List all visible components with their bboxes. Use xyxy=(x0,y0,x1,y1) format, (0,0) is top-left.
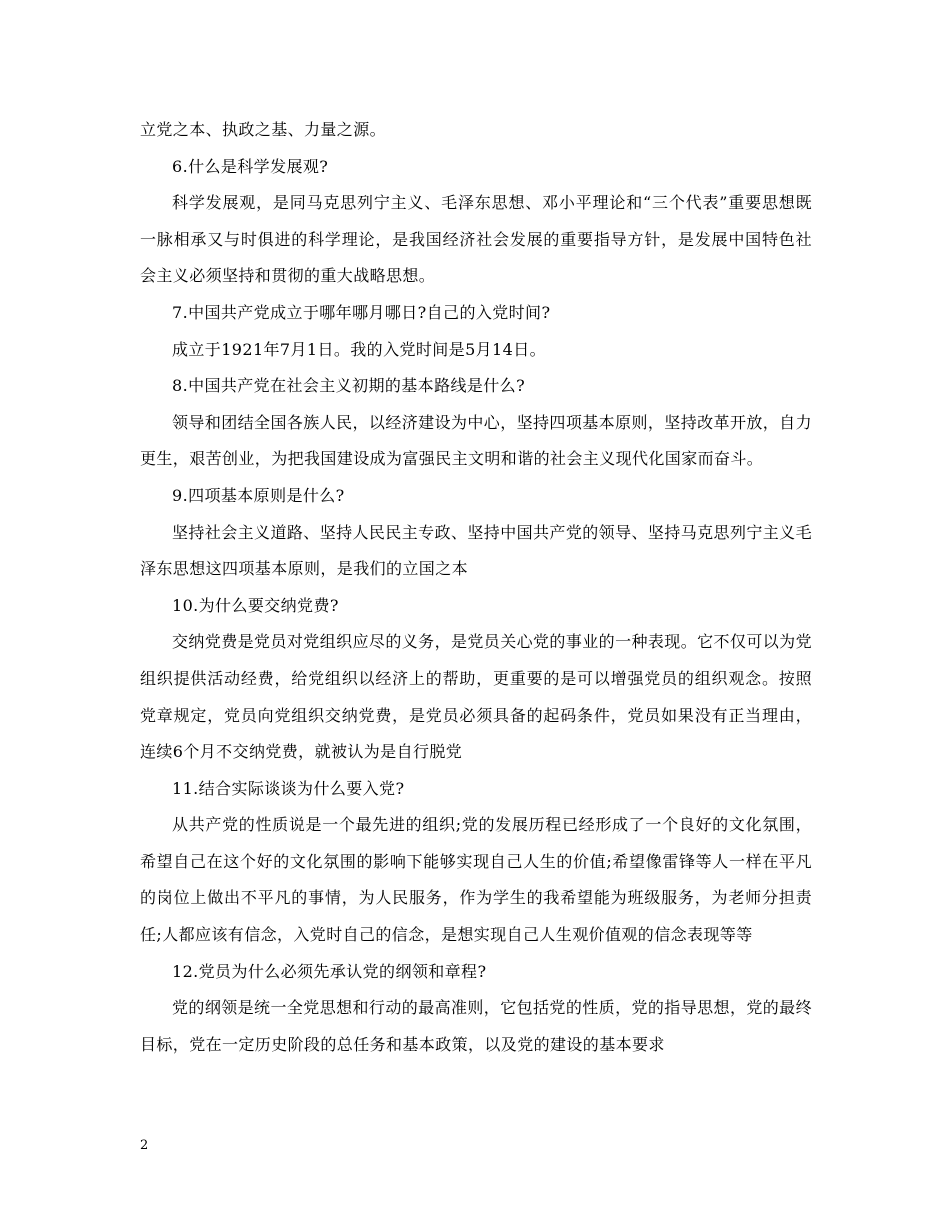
page-number: 2 xyxy=(140,1138,149,1153)
answer-11: 从共产党的性质说是一个最先进的组织;党的发展历程已经形成了一个良好的文化氛围，希望自己在这个好的文化氛围的影响下能够实现自己人生的价值;希望像雷锋等人一样在平凡的岗位上做出不平凡的事情，为人民服务，作为学生的我希望能为班级服务，为老师分担责任;人都应该有信念，入党时自己的信念，是想实现自己人生观价值观的信念表现等等 xyxy=(140,815,812,945)
question-8: 8.中国共产党在社会主义初期的基本路线是什么? xyxy=(172,376,526,396)
question-12: 12.党员为什么必须先承认党的纲领和章程? xyxy=(172,961,487,981)
answer-8: 领导和团结全国各族人民，以经济建设为中心，坚持四项基本原则，坚持改革开放，自力更生，艰苦创业，为把我国建设成为富强民主文明和谐的社会主义现代化国家而奋斗。 xyxy=(140,412,812,469)
answer-7: 成立于1921年7月1日。我的入党时间是5月14日。 xyxy=(172,339,547,359)
answer-9: 坚持社会主义道路、坚持人民民主专政、坚持中国共产党的领导、坚持马克思列宁主义毛泽东思想这四项基本原则，是我们的立国之本 xyxy=(140,522,812,579)
question-11: 11.结合实际谈谈为什么要入党? xyxy=(172,778,405,798)
question-6: 6.什么是科学发展观? xyxy=(172,156,329,176)
paragraph-continuation: 立党之本、执政之基、力量之源。 xyxy=(140,120,387,139)
document-body xyxy=(140,112,812,1063)
answer-10: 交纳党费是党员对党组织应尽的义务，是党员关心党的事业的一种表现。它不仅可以为党组织提供活动经费，给党组织以经济上的帮助，更重要的是可以增强党员的组织观念。按照党章规定，党员向党组织交纳党费，是党员必须具备的起码条件，党员如果没有正当理由，连续6个月不交纳党费，就被认为是自行脱党 xyxy=(140,632,812,762)
question-10: 10.为什么要交纳党费? xyxy=(172,595,339,615)
answer-6: 科学发展观，是同马克思列宁主义、毛泽东思想、邓小平理论和“三个代表”重要思想既一脉相承又与时俱进的科学理论，是我国经济社会发展的重要指导方针，是发展中国特色社会主义必须坚持和贯彻的重大战略思想。 xyxy=(140,193,812,286)
question-7: 7.中国共产党成立于哪年哪月哪日?自己的入党时间? xyxy=(172,302,551,322)
question-9: 9.四项基本原则是什么? xyxy=(172,485,345,505)
answer-12: 党的纲领是统一全党思想和行动的最高准则，它包括党的性质，党的指导思想，党的最终目标，党在一定历史阶段的总任务和基本政策，以及党的建设的基本要求 xyxy=(140,998,812,1054)
